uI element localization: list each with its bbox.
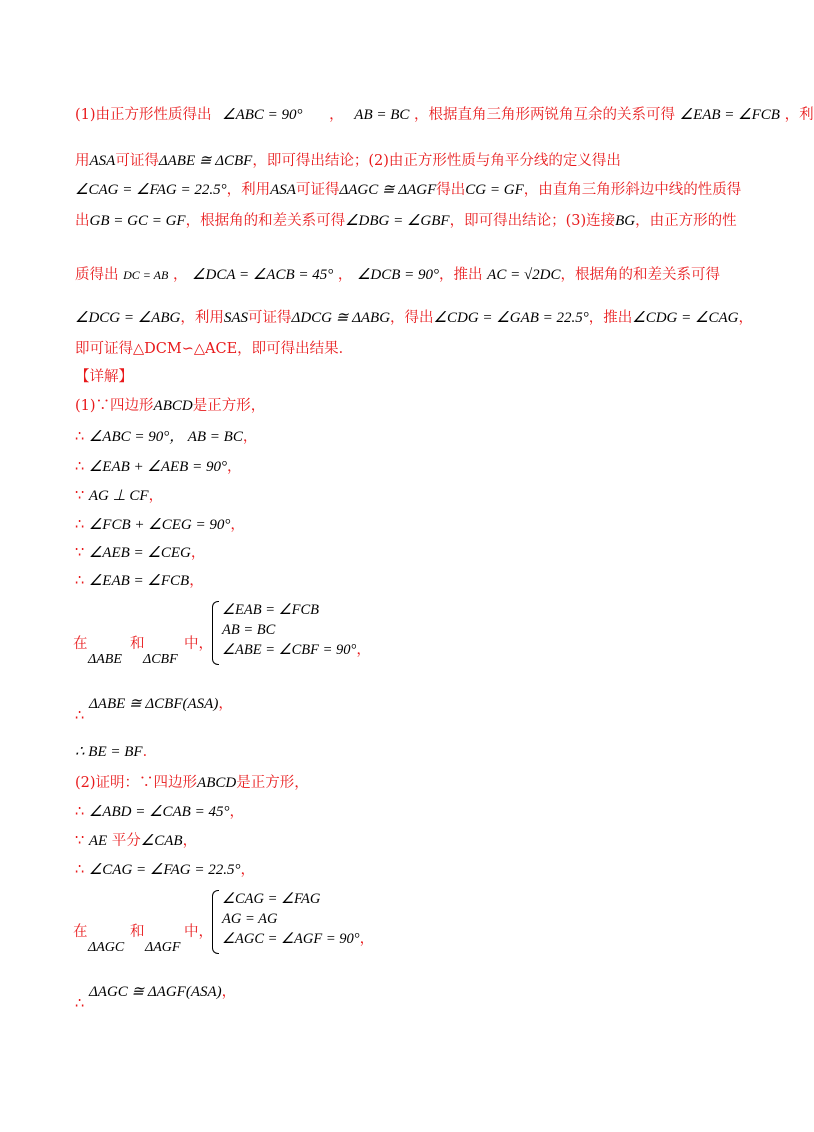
part1-conclusion-2: ∴ BE = BF． xyxy=(75,744,158,760)
part2-triangle-1: ΔAGC xyxy=(88,940,125,955)
part1-therefore-sign: ∴ xyxy=(75,708,85,724)
part1-mid-label: 中， xyxy=(184,636,213,652)
part2-line-1: (2)证明：∵四边形ABCD是正方形， xyxy=(75,775,309,791)
part1-in-label: 在 xyxy=(73,636,88,652)
part1-eq-3: ∠ABE = ∠CBF = 90°， xyxy=(222,642,371,658)
part1-line-2: ∴ ∠ABC = 90°， AB = BC， xyxy=(75,429,258,445)
part2-eq-2: AG = AG xyxy=(222,911,278,927)
part1-triangle-1: ΔABE xyxy=(88,652,122,667)
part2-and-label: 和 xyxy=(130,924,145,940)
analysis-line-2: 用ASA可证得ΔABE ≅ ΔCBF，即可得出结论；(2)由正方形性质与角平分线的定义得出 xyxy=(75,153,621,169)
part2-line-2: ∴ ∠ABD = ∠CAB = 45°， xyxy=(75,804,244,820)
part1-eq-2: AB = BC xyxy=(222,622,276,638)
analysis-line-5: 质得出 DC = AB ， ∠DCA = ∠ACB = 45° ， ∠DCB = 90°，推出 AC = √2DC，根据角的和差关系可得 xyxy=(75,267,721,283)
part1-eq-1: ∠EAB = ∠FCB xyxy=(222,602,319,618)
part1-line-5: ∴ ∠FCB + ∠CEG = 90°， xyxy=(75,517,245,533)
analysis-line-1: (1)由正方形性质得出 ∠ABC = 90° ， AB = BC ，根据直角三角形两锐角互余的关系可得 ∠EAB = ∠FCB ，利 xyxy=(75,107,814,123)
part1-line-7: ∴ ∠EAB = ∠FCB， xyxy=(75,573,204,589)
part2-mid-label: 中， xyxy=(184,924,213,940)
part1-triangle-2: ΔCBF xyxy=(143,652,178,667)
part1-brace xyxy=(212,601,219,665)
part2-triangle-2: ΔAGF xyxy=(145,940,181,955)
part1-and-label: 和 xyxy=(130,636,145,652)
part2-brace xyxy=(212,890,219,954)
part1-line-6: ∵ ∠AEB = ∠CEG， xyxy=(75,545,206,561)
part2-in-label: 在 xyxy=(73,924,88,940)
detail-heading: 【详解】 xyxy=(75,369,133,385)
part1-line-4: ∵ AG ⊥ CF， xyxy=(75,488,164,504)
part2-line-3: ∵ AE 平分∠CAB， xyxy=(75,833,198,849)
part1-line-1: (1)∵四边形ABCD是正方形， xyxy=(75,398,266,414)
analysis-line-4: 出GB = GC = GF，根据角的和差关系可得∠DBG = ∠GBF，即可得出结论；(3)连接BG，由正方形的性 xyxy=(75,213,737,229)
part2-eq-3: ∠AGC = ∠AGF = 90°， xyxy=(222,931,375,947)
part2-therefore-sign: ∴ xyxy=(75,996,85,1012)
analysis-line-7: 即可证得△DCM∽△ACE，即可得出结果． xyxy=(75,341,354,357)
part2-conclusion-1: ΔAGC ≅ ΔAGF(ASA)， xyxy=(89,984,237,1000)
part1-conclusion-1: ΔABE ≅ ΔCBF(ASA)， xyxy=(89,696,233,712)
part2-equation-system xyxy=(222,889,374,949)
analysis-line-3: ∠CAG = ∠FAG = 22.5°，利用ASA可证得ΔAGC ≅ ΔAGF得出CG = GF，由直角三角形斜边中线的性质得 xyxy=(75,182,742,198)
analysis-line-6: ∠DCG = ∠ABG，利用SAS可证得ΔDCG ≅ ΔABG，得出∠CDG = ∠GAB = 22.5°，推出∠CDG = ∠CAG， xyxy=(75,310,753,326)
part1-equation-system xyxy=(222,600,371,660)
part2-line-4: ∴ ∠CAG = ∠FAG = 22.5°， xyxy=(75,862,255,878)
part1-line-3: ∴ ∠EAB + ∠AEB = 90°， xyxy=(75,459,242,475)
part2-eq-1: ∠CAG = ∠FAG xyxy=(222,891,321,907)
